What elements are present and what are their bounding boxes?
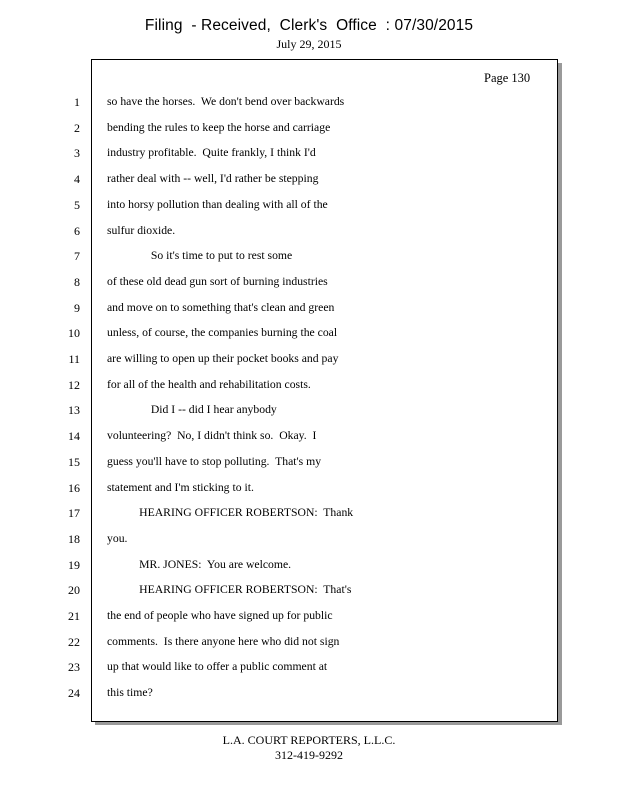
line-text: for all of the health and rehabilitation costs.: [107, 378, 311, 391]
line-number: 1: [74, 95, 80, 109]
line-number: 6: [74, 224, 80, 238]
line-number: 23: [68, 660, 80, 674]
line-number: 21: [68, 609, 80, 623]
line-text: Did I -- did I hear anybody: [107, 403, 277, 416]
line-number: 24: [68, 686, 80, 700]
line-text: are willing to open up their pocket books and pay: [107, 352, 339, 365]
line-number: 18: [68, 532, 80, 546]
line-text: bending the rules to keep the horse and carriage: [107, 121, 331, 134]
reporter-phone: 312-419-9292: [275, 748, 343, 762]
line-number: 12: [68, 378, 80, 392]
line-text: sulfur dioxide.: [107, 224, 176, 237]
transcript-date: July 29, 2015: [276, 37, 342, 51]
line-number: 15: [68, 455, 80, 469]
line-text: rather deal with -- well, I'd rather be stepping: [107, 172, 319, 185]
line-text: HEARING OFFICER ROBERTSON: Thank: [107, 506, 354, 519]
line-text: unless, of course, the companies burning the coal: [107, 326, 338, 339]
line-number: 22: [68, 635, 80, 649]
line-text: this time?: [107, 686, 153, 699]
line-text: industry profitable. Quite frankly, I think I'd: [107, 146, 316, 159]
line-text: and move on to something that's clean and green: [107, 301, 335, 314]
page-number: Page 130: [484, 71, 531, 85]
line-text: comments. Is there anyone here who did not sign: [107, 635, 340, 648]
line-text: statement and I'm sticking to it.: [107, 481, 254, 494]
line-number: 5: [74, 198, 80, 212]
line-number: 20: [68, 583, 80, 597]
line-text: into horsy pollution than dealing with all of the: [107, 198, 328, 211]
line-text: HEARING OFFICER ROBERTSON: That's: [107, 583, 352, 596]
line-number: 16: [68, 481, 80, 495]
line-number: 10: [68, 326, 80, 340]
line-text: up that would like to offer a public comment at: [107, 660, 328, 673]
reporter-firm: L.A. COURT REPORTERS, L.L.C.: [222, 733, 396, 747]
line-number: 7: [74, 249, 80, 263]
line-number: 14: [68, 429, 80, 443]
line-text: MR. JONES: You are welcome.: [107, 558, 292, 571]
line-text: So it's time to put to rest some: [107, 249, 293, 262]
line-number: 13: [68, 403, 80, 417]
line-number: 2: [74, 121, 80, 135]
line-text: the end of people who have signed up for public: [107, 609, 333, 622]
line-text: of these old dead gun sort of burning industries: [107, 275, 328, 288]
line-number: 19: [68, 558, 80, 572]
line-number: 4: [74, 172, 80, 186]
line-number: 9: [74, 301, 80, 315]
line-text: you.: [107, 532, 128, 545]
line-text: so have the horses. We don't bend over backwards: [107, 95, 345, 108]
line-text: guess you'll have to stop polluting. That's my: [107, 455, 322, 468]
line-number: 11: [68, 352, 80, 366]
filing-received-stamp: Filing - Received, Clerk's Office : 07/30/2015: [144, 17, 474, 34]
line-number: 3: [74, 146, 80, 160]
line-number: 17: [68, 506, 80, 520]
line-number: 8: [74, 275, 80, 289]
line-text: volunteering? No, I didn't think so. Okay. I: [107, 429, 317, 442]
